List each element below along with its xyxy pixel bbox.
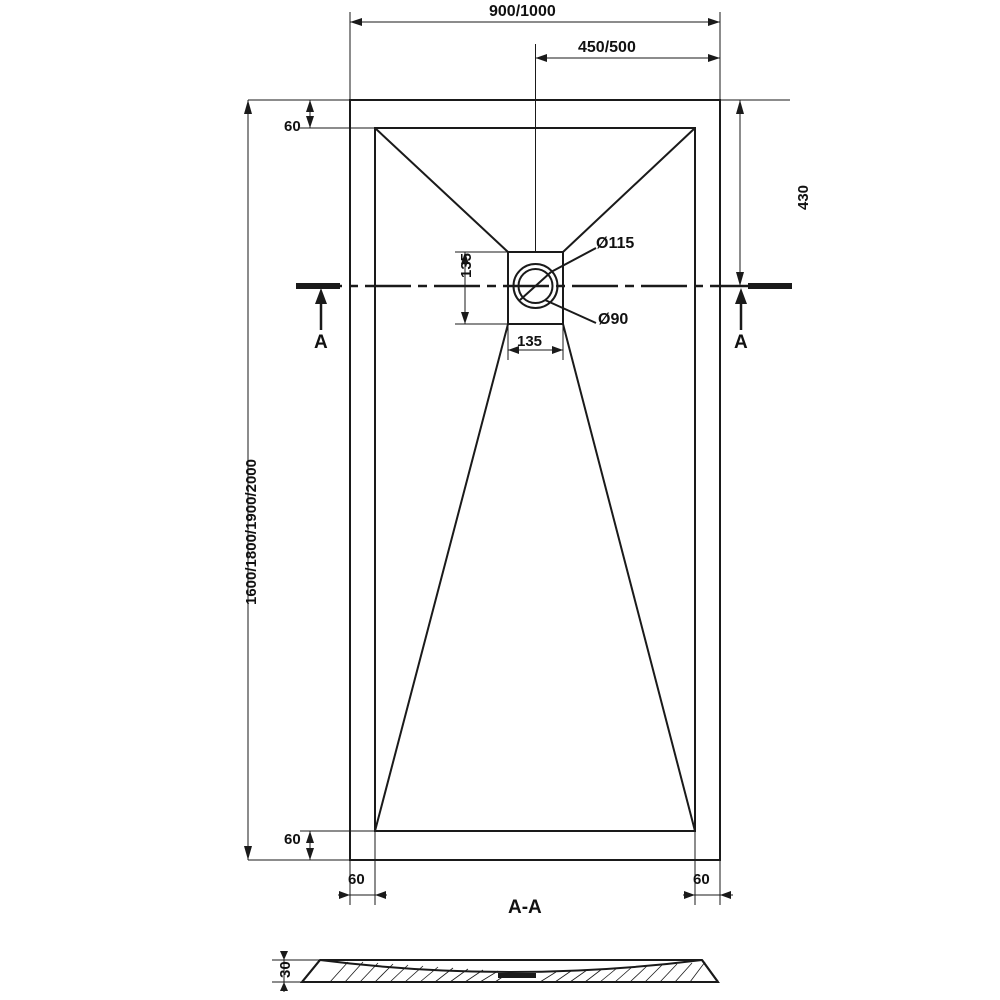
dim-label-right-offset: 430 bbox=[795, 184, 812, 210]
dim-label-drain-horizontal: 135 bbox=[517, 333, 543, 350]
arrow-half-right bbox=[708, 54, 720, 62]
fold-top-right bbox=[563, 128, 695, 252]
arrow-60-top-a bbox=[306, 100, 314, 112]
arrow-drain-v-bottom bbox=[461, 312, 469, 324]
arrow-height-top bbox=[244, 100, 252, 114]
dim-label-thickness: 30 bbox=[277, 961, 294, 978]
arrow-foot-left-a bbox=[339, 891, 350, 899]
arrow-430-top bbox=[736, 100, 744, 114]
dim-label-top-inset: 60 bbox=[284, 118, 301, 135]
arrow-height-bottom bbox=[244, 846, 252, 860]
fold-top-left bbox=[375, 128, 508, 252]
fold-bottom-right bbox=[563, 324, 695, 831]
arrow-foot-right-b bbox=[720, 891, 731, 899]
section-marker-left-label: A bbox=[314, 332, 328, 353]
dim-label-foot-right: 60 bbox=[693, 871, 710, 888]
arrow-thickness-top bbox=[280, 951, 288, 960]
section-profile-left-edge bbox=[302, 960, 320, 982]
fold-bottom-left bbox=[375, 324, 508, 831]
arrow-thickness-bottom bbox=[280, 982, 288, 991]
arrow-foot-right-a bbox=[684, 891, 695, 899]
leader-inner-diameter bbox=[545, 300, 596, 323]
drain-square bbox=[508, 252, 563, 324]
arrow-foot-left-b bbox=[375, 891, 386, 899]
arrow-top-right bbox=[708, 18, 720, 26]
arrow-60-bottom-a bbox=[306, 831, 314, 843]
section-marker-right-label: A bbox=[734, 332, 748, 353]
section-title-label: A-A bbox=[508, 897, 542, 918]
dim-label-half-width: 450/500 bbox=[578, 39, 636, 56]
section-arrow-left-head bbox=[315, 288, 327, 304]
arrow-60-top-b bbox=[306, 116, 314, 128]
dim-label-drain-vertical: 135 bbox=[458, 252, 475, 278]
dim-label-drain-outer-diameter: Ø115 bbox=[596, 235, 635, 252]
section-drain-slot bbox=[498, 973, 536, 978]
section-profile-surface bbox=[320, 960, 702, 972]
arrow-drain-h-right bbox=[552, 346, 563, 354]
dim-label-top-width: 900/1000 bbox=[489, 3, 556, 20]
arrow-430-bottom bbox=[736, 272, 744, 286]
dim-label-foot-left: 60 bbox=[348, 871, 365, 888]
dim-label-bottom-inset: 60 bbox=[284, 831, 301, 848]
arrow-60-bottom-b bbox=[306, 848, 314, 860]
arrow-top-left bbox=[350, 18, 362, 26]
dim-label-drain-inner-diameter: Ø90 bbox=[598, 311, 629, 328]
arrow-half-left bbox=[536, 54, 548, 62]
dim-label-height: 1600/1800/1900/2000 bbox=[243, 459, 260, 605]
section-arrow-right-head bbox=[735, 288, 747, 304]
